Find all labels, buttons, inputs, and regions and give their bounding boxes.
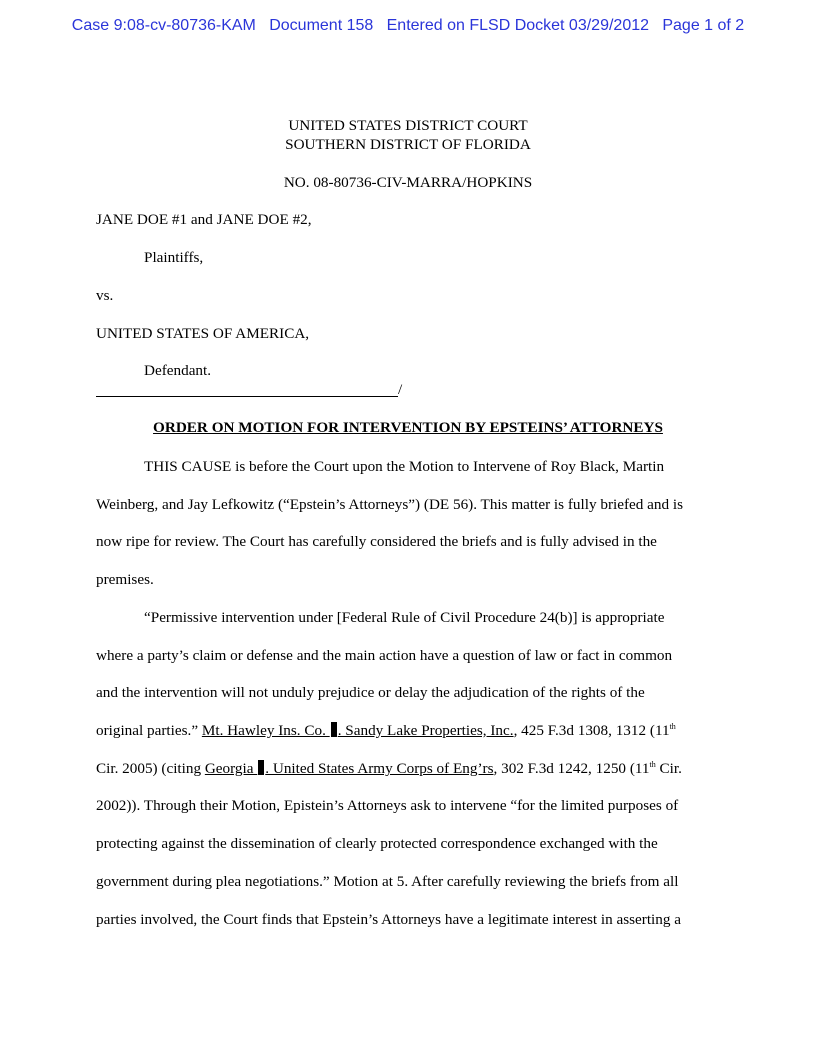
- line5-text-a: Cir. 2005) (citing: [96, 760, 205, 777]
- line5-text-c: Cir.: [655, 760, 682, 777]
- paragraph2-line7: protecting against the dissemination of clearly protected correspondence exchanged with the: [96, 835, 658, 852]
- ordinal-suffix: th: [669, 722, 676, 731]
- plaintiffs-names: JANE DOE #1 and JANE DOE #2,: [96, 211, 312, 228]
- caption-slash: /: [398, 381, 403, 398]
- paragraph1-line1: THIS CAUSE is before the Court upon the Motion to Intervene of Roy Black, Martin: [144, 458, 665, 475]
- order-title: ORDER ON MOTION FOR INTERVENTION BY EPSTEINS’ ATTORNEYS: [153, 419, 663, 436]
- paragraph2-line8: government during plea negotiations.” Motion at 5. After carefully reviewing the briefs from all: [96, 873, 679, 890]
- paragraph2-line4: [96, 722, 676, 740]
- case-number: NO. 08-80736-CIV-MARRA/HOPKINS: [283, 174, 533, 191]
- docket-header-stamp: Case 9:08-cv-80736-KAM Document 158 Entered on FLSD Docket 03/29/2012 Page 1 of 2: [71, 17, 745, 34]
- paragraph2-line2: where a party’s claim or defense and the main action have a question of law or fact in common: [96, 647, 673, 664]
- paragraph2-line6: 2002)). Through their Motion, Epistein’s Attorneys ask to intervene “for the limited purposes of: [96, 797, 679, 814]
- paragraph2-line3: and the intervention will not unduly prejudice or delay the adjudication of the rights of the: [96, 684, 645, 701]
- versus-label: vs.: [96, 287, 114, 304]
- redaction-block: [258, 760, 264, 775]
- line5-text-b: , 302 F.3d 1242, 1250 (11: [493, 760, 650, 777]
- case1-part-b: . Sandy Lake Properties, Inc.: [337, 722, 514, 739]
- case1-part-a: Mt. Hawley Ins. Co.: [201, 722, 330, 739]
- paragraph2-line5: [96, 760, 682, 778]
- case-citation-mt-hawley: [202, 722, 514, 739]
- case-citation-georgia: [205, 760, 494, 777]
- case2-part-b: . United States Army Corps of Eng’rs: [265, 760, 494, 777]
- plaintiffs-label: Plaintiffs,: [144, 249, 204, 266]
- paragraph1-line3: now ripe for review. The Court has carefully considered the briefs and is fully advised in the: [96, 533, 657, 550]
- ordinal-suffix: th: [649, 760, 656, 769]
- court-name-line2: SOUTHERN DISTRICT OF FLORIDA: [285, 136, 531, 153]
- paragraph1-line4: premises.: [96, 571, 154, 588]
- caption-divider-line: [96, 396, 398, 397]
- defendant-name: UNITED STATES OF AMERICA,: [96, 325, 310, 342]
- paragraph1-line2: Weinberg, and Jay Lefkowitz (“Epstein’s Attorneys”) (DE 56). This matter is fully briefed and is: [96, 496, 683, 513]
- defendant-label: Defendant.: [144, 362, 212, 379]
- case2-part-a: Georgia: [204, 760, 258, 777]
- paragraph2-line9: parties involved, the Court finds that Epstein’s Attorneys have a legitimate interest in asserting a: [96, 911, 682, 928]
- line4-text-b: , 425 F.3d 1308, 1312 (11: [513, 722, 670, 739]
- court-name-line1: UNITED STATES DISTRICT COURT: [288, 117, 528, 134]
- redaction-block: [331, 722, 337, 737]
- line4-text-a: original parties.”: [96, 722, 202, 739]
- paragraph2-line1: “Permissive intervention under [Federal Rule of Civil Procedure 24(b)] is appropriate: [144, 609, 665, 626]
